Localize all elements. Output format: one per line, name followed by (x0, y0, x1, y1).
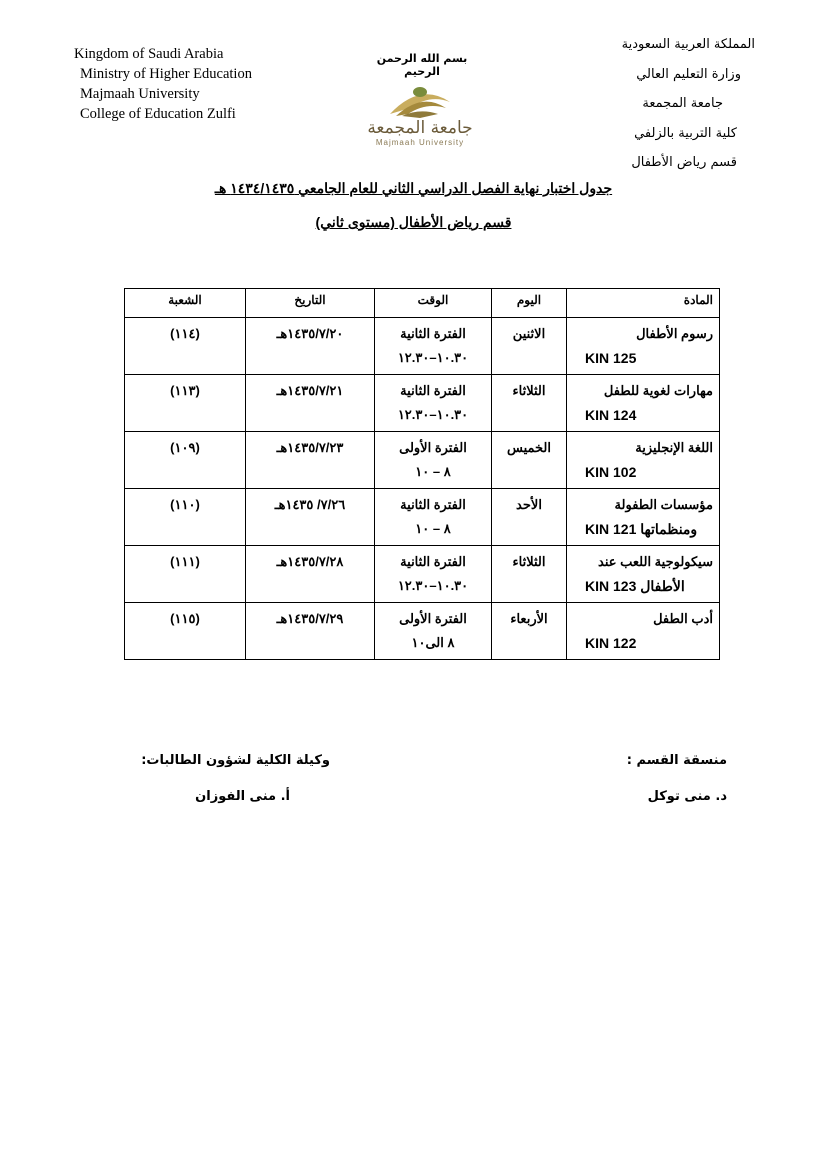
cell-subject (567, 375, 720, 432)
time-period: الفترة الأولى (399, 440, 467, 455)
header-ar-line4: كلية التربية بالزلفي (634, 125, 737, 141)
table-row (125, 603, 720, 660)
header-time: الوقت (375, 289, 492, 318)
cell-day: الأربعاء (492, 603, 567, 660)
subject-name: مهارات لغوية للطفل (603, 383, 713, 398)
time-period: الفترة الثانية (400, 383, 466, 398)
cell-time (375, 603, 492, 660)
header-ar-line5: قسم رياض الأطفال (631, 155, 737, 170)
subject-code: KIN 125 (585, 350, 637, 366)
time-hours: ١٠.٣٠–١٢.٣٠ (397, 578, 469, 593)
cell-time (375, 489, 492, 546)
header-subject: المادة (567, 289, 720, 318)
time-period: الفترة الثانية (400, 554, 466, 569)
cell-date: ١٤٣٥/٧/٢٠هـ (246, 318, 375, 375)
exam-schedule-table (124, 288, 720, 660)
cell-section: (١١٥) (125, 603, 246, 660)
header-en-line1: Kingdom of Saudi Arabia (74, 46, 224, 62)
header-date: التاريخ (246, 289, 375, 318)
header-ar-line1: المملكة العربية السعودية (621, 37, 755, 52)
cell-subject (567, 318, 720, 375)
coordinator-title: منسقة القسم : (626, 753, 727, 768)
cell-date: ١٤٣٥/٧/٢٩هـ (246, 603, 375, 660)
cell-section: (١١١) (125, 546, 246, 603)
cell-subject (567, 432, 720, 489)
cell-day: الاثنين (492, 318, 567, 375)
basmala: بسم الله الرحمن الرحيم (376, 52, 468, 78)
cell-section: (١٠٩) (125, 432, 246, 489)
cell-time (375, 432, 492, 489)
header-ar-line2: وزارة التعليم العالي (636, 66, 741, 82)
schedule-subtitle: قسم رياض الأطفال (مستوى ثاني) (315, 214, 512, 230)
subject-name: سيكولوجية اللعب عند (598, 554, 713, 569)
subject-name: مؤسسات الطفولة (614, 497, 713, 512)
cell-day: الثلاثاء (492, 546, 567, 603)
cell-section: (١١٠) (125, 489, 246, 546)
cell-day: الخميس (492, 432, 567, 489)
cell-date: ١٤٣٥/٧/٢٣هـ (246, 432, 375, 489)
cell-day: الثلاثاء (492, 375, 567, 432)
arabic-header (555, 34, 755, 182)
time-period: الفترة الثانية (400, 326, 466, 341)
vice-dean-name: أ. منى الفوزان (195, 789, 290, 804)
table-row (125, 432, 720, 489)
cell-date: ٧/٢٦/ ١٤٣٥هـ (246, 489, 375, 546)
header-section: الشعبة (125, 289, 246, 318)
cell-subject (567, 546, 720, 603)
coordinator-name: د. منى توكل (647, 789, 727, 804)
subject-name: اللغة الإنجليزية (635, 440, 713, 455)
cell-time (375, 375, 492, 432)
vice-dean-title: وكيلة الكلية لشؤون الطالبات: (141, 753, 330, 768)
time-hours: ٨ – ١٠ (415, 521, 451, 536)
table-row (125, 375, 720, 432)
cell-subject (567, 603, 720, 660)
cell-date: ١٤٣٥/٧/٢١هـ (246, 375, 375, 432)
header-en-line4: College of Education Zulfi (80, 106, 236, 122)
time-hours: ٨ الى١٠ (411, 635, 455, 650)
logo-name-ar: جامعة المجمعة (367, 118, 473, 138)
time-period: الفترة الأولى (399, 611, 467, 626)
english-header (74, 44, 274, 124)
cell-day: الأحد (492, 489, 567, 546)
table-header-row (125, 289, 720, 318)
subject-code: KIN 122 (585, 635, 637, 651)
header-en-line2: Ministry of Higher Education (80, 66, 252, 82)
cell-time (375, 318, 492, 375)
subject-name: أدب الطفل (653, 611, 713, 626)
subject-code: الأطفال KIN 123 (585, 578, 685, 594)
schedule-title: جدول اختبار نهاية الفصل الدراسي الثاني للعام الجامعي ١٤٣٤/١٤٣٥ هـ (214, 180, 613, 196)
table-row (125, 318, 720, 375)
cell-section: (١١٤) (125, 318, 246, 375)
time-period: الفترة الثانية (400, 497, 466, 512)
subject-code: ومنظماتها KIN 121 (585, 521, 698, 537)
cell-subject (567, 489, 720, 546)
logo-name-en: Majmaah University (375, 138, 465, 147)
subject-code: KIN 102 (585, 464, 637, 480)
time-hours: ٨ – ١٠ (415, 464, 451, 479)
time-hours: ١٠.٣٠–١٢.٣٠ (397, 350, 469, 365)
time-hours: ١٠.٣٠–١٢.٣٠ (397, 407, 469, 422)
cell-time (375, 546, 492, 603)
cell-section: (١١٣) (125, 375, 246, 432)
subject-name: رسوم الأطفال (636, 326, 713, 341)
header-day: اليوم (492, 289, 567, 318)
subject-code: KIN 124 (585, 407, 637, 423)
table-row (125, 546, 720, 603)
header-ar-line3: جامعة المجمعة (642, 96, 723, 111)
header-en-line3: Majmaah University (80, 86, 200, 102)
table-row (125, 489, 720, 546)
cell-date: ١٤٣٥/٧/٢٨هـ (246, 546, 375, 603)
